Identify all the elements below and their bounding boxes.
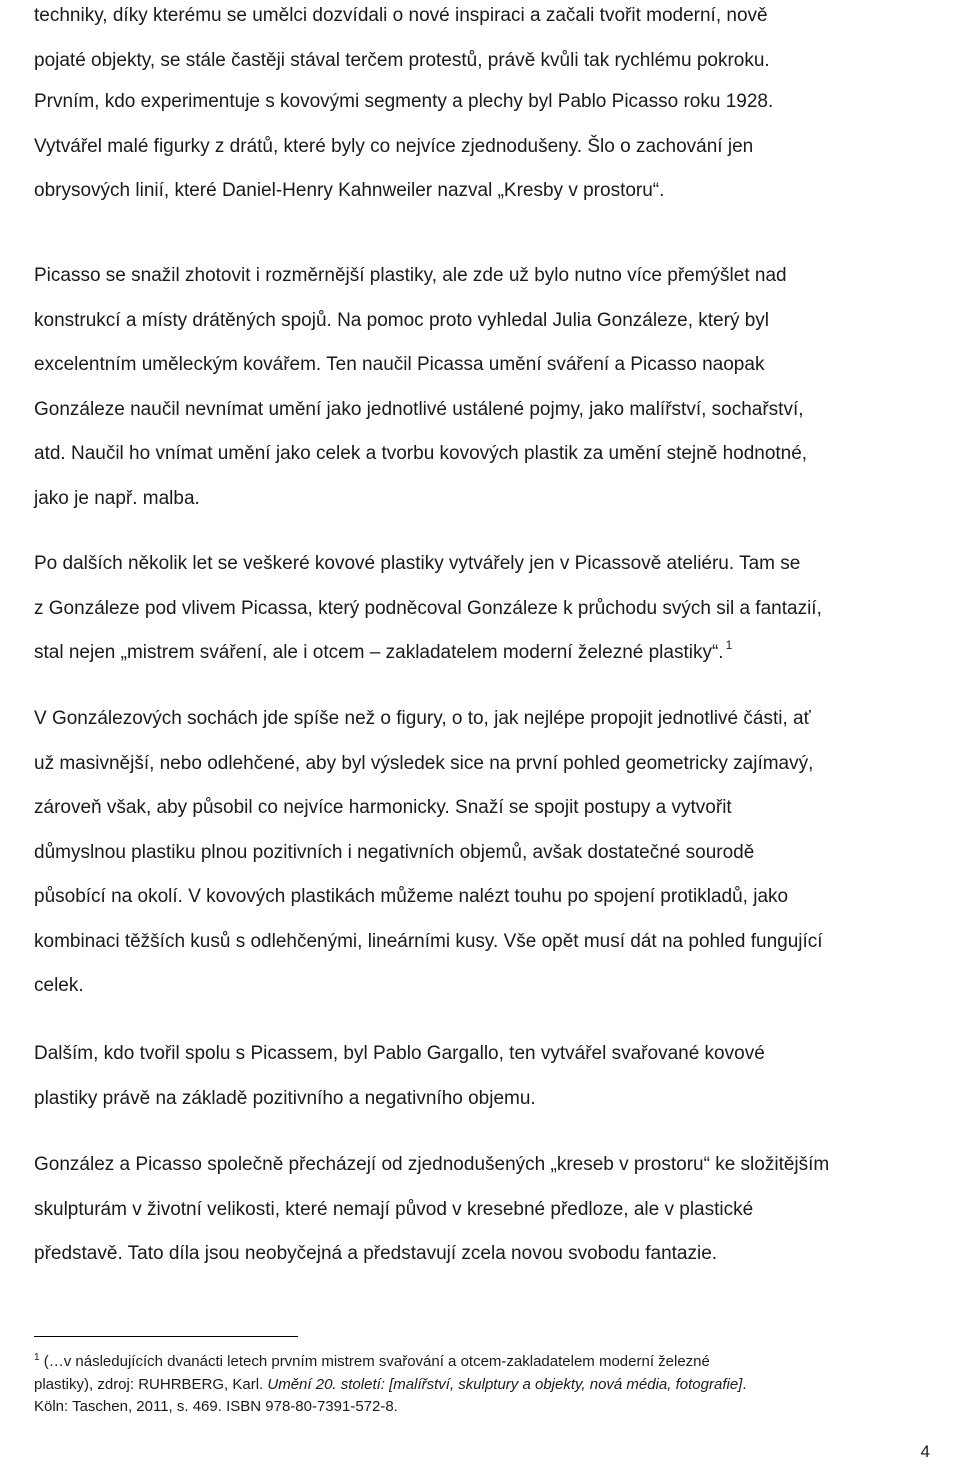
- text-line: excelentním uměleckým kovářem. Ten naučil Picassa umění sváření a Picasso naopak: [34, 354, 765, 375]
- text-line: obrysových linií, které Daniel-Henry Kahnweiler nazval „Kresby v prostoru“.: [34, 180, 665, 201]
- footnote-book-title: Umění 20. století: [malířství, skulptury a objekty, nová média, fotografie]: [267, 1375, 743, 1393]
- footnote-text: plastiky), zdroj: RUHRBERG, Karl.: [34, 1375, 268, 1393]
- paragraph-4: [34, 542, 822, 676]
- text-line: González a Picasso společně přecházejí od zjednodušených „kreseb v prostoru“ ke složitějším: [34, 1154, 830, 1175]
- text-line-content: stal nejen „mistrem sváření, ale i otcem – zakladatelem moderní železné plastiky“.: [34, 642, 724, 663]
- text-line: Vytvářel malé figurky z drátů, které byly co nejvíce zjednodušeny. Šlo o zachování jen: [34, 135, 754, 157]
- footnote-text: .: [742, 1375, 747, 1393]
- text-line: techniky, díky kterému se umělci dozvídali o nové inspiraci a začali tvořit moderní, nově: [34, 5, 768, 26]
- text-line: konstrukcí a místy drátěných spojů. Na pomoc proto vyhledal Julia Gonzáleze, který byl: [34, 309, 770, 331]
- paragraph-7: [34, 1143, 829, 1277]
- text-line: Picasso se snažil zhotovit i rozměrnější plastiky, ale zde už bylo nutno více přemýšlet nad: [34, 265, 787, 286]
- text-line: kombinaci těžších kusů s odlehčenými, lineárními kusy. Vše opět musí dát na pohled fungující: [34, 930, 823, 952]
- text-line: Prvním, kdo experimentuje s kovovými segmenty a plechy byl Pablo Picasso roku 1928.: [34, 91, 774, 112]
- footnote: [34, 1351, 934, 1419]
- footnote-line: [34, 1351, 934, 1374]
- paragraph-2: [34, 80, 773, 214]
- text-line: pojaté objekty, se stále častěji stával terčem protestů, právě kvůli tak rychlému pokroku.: [34, 49, 770, 71]
- footnote-number: 1: [34, 1352, 40, 1363]
- page-number: 4: [920, 1442, 930, 1461]
- text-line: jako je např. malba.: [34, 487, 200, 509]
- footnote-line: [34, 1374, 934, 1397]
- text-line: důmyslnou plastiku plnou pozitivních i negativních objemů, avšak dostatečné sourodě: [34, 841, 755, 863]
- text-line: skulpturám v životní velikosti, které nemají původ v kresebné předloze, ale v plastické: [34, 1198, 754, 1220]
- text-line: zároveň však, aby působil co nejvíce harmonicky. Snaží se spojit postupy a vytvořit: [34, 797, 732, 818]
- text-line: Gonzáleze naučil nevnímat umění jako jednotlivé ustálené pojmy, jako malířství, sochařství,: [34, 398, 804, 420]
- text-line: představě. Tato díla jsou neobyčejná a představují zcela novou svobodu fantazie.: [34, 1243, 718, 1264]
- paragraph-5: [34, 697, 823, 1009]
- footnote-separator: [34, 1336, 298, 1337]
- text-line: celek.: [34, 975, 84, 996]
- text-line: plastiky právě na základě pozitivního a negativního objemu.: [34, 1087, 536, 1109]
- footnote-reference[interactable]: 1: [725, 638, 733, 652]
- text-line: působící na okolí. V kovových plastikách můžeme nalézt touhu po spojení protikladů, jako: [34, 886, 789, 907]
- text-line: atd. Naučil ho vnímat umění jako celek a tvorbu kovových plastik za umění stejně hodnotné,: [34, 443, 808, 464]
- text-line: [34, 631, 822, 676]
- paragraph-3: [34, 254, 807, 521]
- text-line: Po dalších několik let se veškeré kovové plastiky vytvářely jen v Picassově ateliéru. Tam se: [34, 553, 801, 574]
- paragraph-6: [34, 1032, 765, 1121]
- text-line: V Gonzálezových sochách jde spíše než o figury, o to, jak nejlépe propojit jednotlivé části, ať: [34, 708, 811, 729]
- text-line: už masivnější, nebo odlehčené, aby byl výsledek sice na první pohled geometricky zajímavý,: [34, 752, 814, 774]
- footnote-text: (…v následujících dvanácti letech prvním mistrem svařování a otcem-zakladatelem moderní železné: [43, 1353, 710, 1370]
- footnote-line: Köln: Taschen, 2011, s. 469. ISBN 978-80-7391-572-8.: [34, 1398, 398, 1415]
- text-line: Dalším, kdo tvořil spolu s Picassem, byl Pablo Gargallo, ten vytvářel svařované kovové: [34, 1043, 765, 1064]
- text-line: z Gonzáleze pod vlivem Picassa, který podněcoval Gonzáleze k průchodu svých sil a fantazií,: [34, 597, 822, 619]
- paragraph-1: [34, 0, 770, 83]
